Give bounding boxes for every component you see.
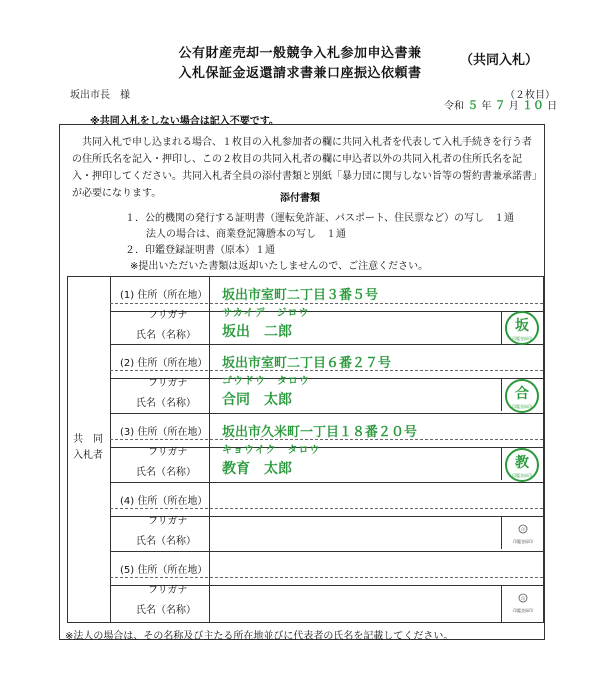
entry3-seal-caption: 印鑑登録印 — [512, 473, 532, 478]
entry3-seal-char: 教 — [515, 455, 529, 471]
entry2-name-value[interactable]: 合同 太郎 — [222, 392, 292, 408]
entry5-name-label: 氏名（名称） — [136, 605, 196, 616]
date-day[interactable]: １０ — [521, 99, 544, 112]
entry1-name-value[interactable]: 坂出 二郎 — [222, 324, 292, 340]
joint-bid-label: （共同入札） — [460, 53, 539, 68]
date-year-unit: 年 — [481, 101, 492, 112]
attachment-item-2: ２．印鑑登録証明書（原本）１通 — [125, 245, 275, 256]
attachment-item-1: １．公的機関の発行する証明書（運転免許証、パスポート、住民票など）の写し １通 — [125, 213, 515, 224]
entry1-address-label: (1) 住所（所在地） — [120, 290, 208, 301]
entry2-furigana-label: フリガナ — [148, 378, 188, 389]
form-title-line1: 公有財産売却一般競争入札参加申込書兼 — [178, 46, 422, 61]
form-title-line2: 入札保証金返還請求書兼口座振込依頼書 — [178, 66, 422, 81]
entry5-furigana-label: フリガナ — [148, 585, 188, 596]
form-date — [444, 97, 557, 113]
entry5-seal-placeholder — [505, 586, 541, 622]
entry3-seal-stamp — [504, 447, 540, 483]
entry4-name-label: 氏名（名称） — [136, 536, 196, 547]
entry5-seal-caption: 印鑑登録印 — [513, 608, 533, 613]
date-day-unit: 日 — [547, 101, 558, 112]
intro-paragraph: 共同入札で申し込まれる場合、１枚目の入札参加者の欄に共同入札者を代表して入札手続きを行う者の住所氏名を記入・押印し、この２枚目の共同入札者の欄に申込者以外の共同入札者の住所氏名を記入・押印してください。共同入札者全員の添付書類と別紙「暴力団に関与しない旨等の誓約書兼承諾書」が必要になります。 — [72, 137, 537, 199]
entry2-seal-caption: 印鑑登録印 — [512, 404, 532, 409]
joint-bidder-label-line1: 共 同 — [73, 434, 103, 445]
date-year[interactable]: ５ — [467, 99, 479, 112]
date-era: 令和 — [444, 101, 464, 112]
addressee: 坂出市長 様 — [70, 90, 130, 101]
joint-bidder-label-line2: 入札者 — [73, 450, 103, 461]
entry1-name-label: 氏名（名称） — [136, 330, 196, 341]
entry3-address-value[interactable]: 坂出市久米町一丁目１８番２０号 — [222, 425, 418, 440]
entry3-furigana-label: フリガナ — [148, 447, 188, 458]
entry2-seal-char: 合 — [515, 386, 529, 402]
entry2-furigana-value[interactable]: ゴウドウ タロウ — [222, 376, 310, 387]
entry3-name-value[interactable]: 教育 太郎 — [222, 461, 292, 477]
entry1-seal-stamp — [504, 310, 540, 346]
entry5-address-label: (5) 住所（所在地） — [120, 565, 208, 576]
entry2-name-label: 氏名（名称） — [136, 398, 196, 409]
entry4-address-label: (4) 住所（所在地） — [120, 496, 208, 507]
entry3-furigana-value[interactable]: キョウイク タロウ — [222, 445, 321, 456]
entry3-address-label: (3) 住所（所在地） — [120, 427, 208, 438]
corporation-footnote: ※法人の場合は、その名称及び主たる所在地並びに代表者の氏名を記載してください。 — [65, 631, 454, 642]
date-month-unit: 月 — [508, 101, 519, 112]
not-required-note: ※共同入札をしない場合は記入不要です。 — [90, 116, 279, 127]
attachment-note: ※提出いただいた書類は返却いたしませんので、ご注意ください。 — [130, 261, 429, 272]
entry3-name-label: 氏名（名称） — [136, 467, 196, 478]
entry1-address-value[interactable]: 坂出市室町二丁目３番５号 — [222, 288, 379, 303]
attachment-item-1-sub: 法人の場合は、商業登記簿謄本の写し １通 — [146, 229, 346, 240]
entry1-furigana-label: フリガナ — [148, 310, 188, 321]
attachments-title: 添付書類 — [280, 193, 320, 204]
joint-bidder-group-label — [70, 432, 106, 464]
entry2-address-value[interactable]: 坂出市室町二丁目６番２７号 — [222, 356, 392, 371]
svg-text:印: 印 — [521, 527, 525, 532]
sheet-number: （２枚目） — [505, 90, 555, 101]
svg-text:印: 印 — [521, 596, 525, 601]
entry1-seal-caption: 印鑑登録印 — [512, 336, 532, 341]
entry4-seal-placeholder — [505, 517, 541, 553]
entry4-furigana-label: フリガナ — [148, 516, 188, 527]
entry4-seal-caption: 印鑑登録印 — [513, 539, 533, 544]
date-month[interactable]: ７ — [494, 99, 506, 112]
entry1-seal-char: 坂 — [515, 318, 529, 334]
entry1-furigana-value[interactable]: サカイデ ジロウ — [222, 308, 310, 319]
entry2-seal-stamp — [504, 378, 540, 414]
entry2-address-label: (2) 住所（所在地） — [120, 358, 208, 369]
